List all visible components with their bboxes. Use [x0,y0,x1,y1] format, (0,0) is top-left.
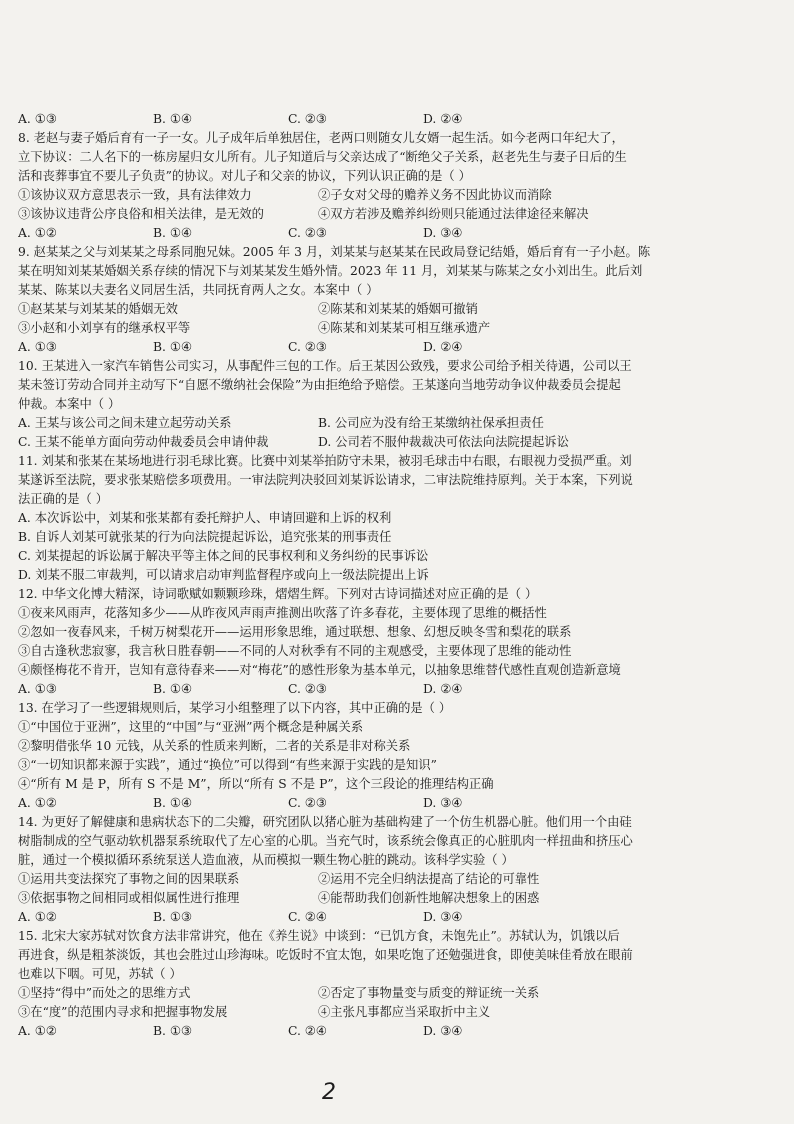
option: A. ①② [18,1024,57,1038]
choice: ③小赵和小刘享有的继承权平等 [18,321,191,335]
choice: ③自古逢秋悲寂寥，我言秋日胜春朝——不同的人对秋季有不同的主观感受，主要体现了思维的能动性 [18,644,572,658]
question-12 [18,585,750,699]
choice-row [18,319,750,338]
choice: ④陈某和刘某某可相互继承遗产 [318,321,491,335]
option: A. ①③ [18,682,57,696]
option: A. ①② [18,910,57,924]
option: A. ①③ [18,340,57,354]
question-text: 9. 赵某某之父与刘某某之母系同胞兄妹。2005 年 3 月，刘某某与赵某某在民政局登记结婚，婚后育有一子小赵。陈 [18,245,651,259]
choice: ②子女对父母的赡养义务不因此协议而消除 [318,188,552,202]
question-text: 11. 刘某和张某在某场地进行羽毛球比赛。比赛中刘某举拍防守未果，被羽毛球击中右眼，右眼视力受损严重。刘 [18,454,632,468]
choice: ③该协议违背公序良俗和相关法律，是无效的 [18,207,264,221]
answer-options [18,794,750,813]
choice: ③在“度”的范围内寻求和把握事物发展 [18,1005,228,1019]
option: A. ①② [18,796,57,810]
answer-options [18,1022,750,1041]
option: A. ①③ [18,112,57,126]
question-text: 某在明知刘某某婚姻关系存续的情况下与刘某某发生婚外情。2023 年 11 月，刘某某与陈某之女小刘出生。此后刘 [18,264,643,278]
choice: ③依据事物之间相同或相似属性进行推理 [18,891,240,905]
answer-options [18,224,750,243]
choice: C. 王某不能单方面向劳动仲裁委员会申请仲裁 [18,435,269,449]
question-text: 树脂制成的空气驱动软机器泵系统取代了左心室的心肌。当充气时，该系统会像真正的心脏肌肉一样扭曲和挤压心 [18,834,633,848]
choice: C. 刘某提起的诉讼属于解决平等主体之间的民事权利和义务纠纷的民事诉讼 [18,549,429,563]
q7-options [18,110,750,129]
choice: ①坚持“得中”而处之的思维方式 [18,986,191,1000]
option: B. ①④ [153,226,192,240]
choice: ③“一切知识都来源于实践”，通过“换位”可以得到“有些来源于实践的是知识” [18,758,437,772]
answer-options [18,908,750,927]
choice-row [18,889,750,908]
choice: D. 刘某不服二审裁判，可以请求启动审判监督程序或向上一级法院提出上诉 [18,568,429,582]
option: B. ①③ [153,910,192,924]
option: A. ①② [18,226,57,240]
question-text: 15. 北宋大家苏轼对饮食方法非常讲究，他在《养生说》中谈到：“已饥方食，未饱先止”。苏轼认为，饥饿以后 [18,929,620,943]
option: C. ②③ [288,112,327,126]
question-text: 13. 在学习了一些逻辑规则后，某学习小组整理了以下内容，其中正确的是（ ） [18,701,452,715]
option: C. ②④ [288,910,327,924]
choice: ①赵某某与刘某某的婚姻无效 [18,302,178,316]
choice-row [18,205,750,224]
option: B. ①④ [153,340,192,354]
choice-row [18,414,750,433]
question-15 [18,927,750,1041]
question-10 [18,357,750,452]
choice: ④双方若涉及赡养纠纷则只能通过法律途径来解决 [318,207,589,221]
question-text: 活和丧葬事宜不要儿子负责”的协议。对儿子和父亲的协议，下列认识正确的是（ ） [18,169,471,183]
page-number: 2 [322,1080,336,1105]
option: C. ②③ [288,796,327,810]
choice: ②黎明借张华 10 元钱，从关系的性质来判断，二者的关系是非对称关系 [18,739,411,753]
choice: ②陈某和刘某某的婚姻可撤销 [318,302,478,316]
option: C. ②③ [288,682,327,696]
choice: B. 公司应为没有给王某缴纳社保承担责任 [318,416,544,430]
answer-options [18,680,750,699]
question-text: 仲裁。本案中（ ） [18,397,121,411]
option: C. ②③ [288,226,327,240]
choice-row [18,1003,750,1022]
option: B. ①④ [153,112,192,126]
choice: ②否定了事物量变与质变的辩证统一关系 [318,986,540,1000]
choice: ①运用共变法探究了事物之间的因果联系 [18,872,240,886]
choice: ④能帮助我们创新性地解决想象上的困惑 [318,891,540,905]
choice: A. 王某与该公司之间未建立起劳动关系 [18,416,232,430]
choice: ①夜来风雨声，花落知多少——从昨夜风声雨声推测出吹落了许多春花，主要体现了思维的概括性 [18,606,547,620]
choice: ①“中国位于亚洲”，这里的“中国”与“亚洲”两个概念是种属关系 [18,720,364,734]
option: C. ②③ [288,340,327,354]
answer-options [18,338,750,357]
choice-row [18,433,750,452]
question-text: 法正确的是（ ） [18,492,108,506]
option: B. ①③ [153,1024,192,1038]
option: D. ③④ [423,1024,463,1038]
option: D. ②④ [423,112,463,126]
question-text: 脏，通过一个模拟循环系统泵送人造血液，从而模拟一颗生物心脏的跳动。该科学实验（ ） [18,853,514,867]
option: D. ③④ [423,226,463,240]
question-text: 某遂诉至法院，要求张某赔偿多项费用。一审法院判决驳回刘某诉讼请求，二审法院维持原判。关于本案，下列说 [18,473,633,487]
option: C. ②④ [288,1024,327,1038]
choice: B. 自诉人刘某可就张某的行为向法院提起诉讼，追究张某的刑事责任 [18,530,392,544]
choice: D. 公司若不服仲裁裁决可依法向法院提起诉讼 [318,435,569,449]
question-14 [18,813,750,927]
question-text: 某未签订劳动合同并主动写下“自愿不缴纳社会保险”为由拒绝给予赔偿。王某遂向当地劳动争议仲裁委员会提起 [18,378,621,392]
option: D. ②④ [423,340,463,354]
choice: A. 本次诉讼中，刘某和张某都有委托辩护人、申请回避和上诉的权利 [18,511,392,525]
choice-row [18,186,750,205]
option: B. ①④ [153,796,192,810]
choice-row [18,870,750,889]
question-11 [18,452,750,585]
option: D. ③④ [423,796,463,810]
question-8 [18,129,750,243]
question-text: 14. 为更好了解健康和患病状态下的二尖瓣，研究团队以猪心脏为基础构建了一个仿生机器心脏。他们用一个由硅 [18,815,632,829]
question-text: 8. 老赵与妻子婚后育有一子一女。儿子成年后单独居住，老两口则随女儿女婿一起生活。如今老两口年纪大了， [18,131,624,145]
choice: ①该协议双方意思表示一致，具有法律效力 [18,188,252,202]
choice-row [18,984,750,1003]
option: B. ①④ [153,682,192,696]
question-text: 立下协议：二人名下的一栋房屋归女儿所有。儿子知道后与父亲达成了“断绝父子关系，赵老先生与妻子日后的生 [18,150,627,164]
choice: ④颇怪梅花不肯开，岂知有意待春来——对“梅花”的感性形象为基本单元，以抽象思维替代感性直观创造新意境 [18,663,621,677]
choice: ④“所有 M 是 P，所有 S 不是 M”，所以“所有 S 不是 P”，这个三段论的推理结构正确 [18,777,494,791]
choice: ②忽如一夜春风来，千树万树梨花开——运用形象思维，通过联想、想象、幻想反映冬雪和梨花的联系 [18,625,572,639]
choice-row [18,300,750,319]
question-text: 10. 王某进入一家汽车销售公司实习，从事配件三包的工作。后王某因公致残，要求公司给予相关待遇，公司以王 [18,359,632,373]
question-text: 再进食，纵是粗茶淡饭，其也会胜过山珍海味。吃饭时不宜太饱，如果吃饱了还勉强进食，即使美味佳肴放在眼前 [18,948,633,962]
question-text: 12. 中华文化博大精深，诗词歌赋如颗颗珍珠，熠熠生辉。下列对古诗词描述对应正确的是（ ） [18,587,538,601]
question-text: 也难以下咽。可见，苏轼（ ） [18,967,182,981]
choice: ②运用不完全归纳法提高了结论的可靠性 [318,872,540,886]
question-9 [18,243,750,357]
choice: ④主张凡事都应当采取折中主义 [318,1005,491,1019]
option: D. ②④ [423,682,463,696]
option: D. ③④ [423,910,463,924]
question-13 [18,699,750,813]
question-text: 某某、陈某以夫妻名义同居生活，共同抚育两人之女。本案中（ ） [18,283,379,297]
